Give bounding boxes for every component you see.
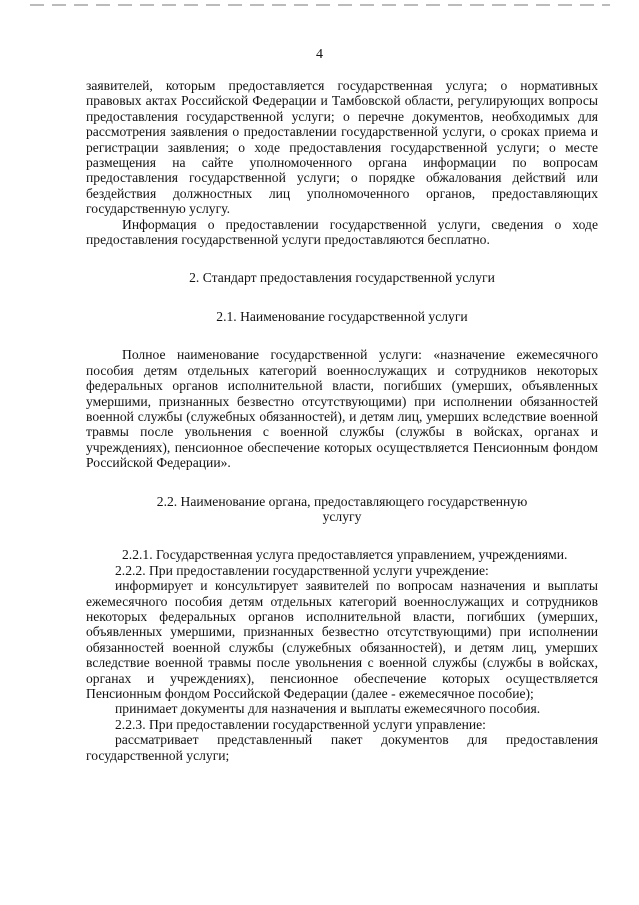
scan-edge-mark — [30, 4, 610, 6]
paragraph-2-2-1: 2.2.1. Государственная услуга предоставляется управлением, учреждениями. — [122, 547, 568, 563]
section-heading-standard: 2. Стандарт предоставления государственной услуги — [189, 270, 495, 286]
subsection-heading-2-1: 2.1. Наименование государственной услуги — [216, 308, 468, 324]
paragraph-2-2-2: 2.2.2. При предоставлении государственной услуги учреждение: — [115, 562, 489, 578]
paragraph-informs-consults: информирует и консультирует заявителей по вопросам назначения и выплаты ежемесячного пособия детям отдельных категорий военнослужащих и сотрудников некоторых федеральных органов исполнительной власти, погибших (умерших, объявленных умершими, признанных безвестно отсутствующими) при исполнении обязанностей военной службы (служебных обязанностей), и детям лиц, умерших вследствие военной травмы после увольнения с военной службы (службы в войсках, органах и учреждениях), пенсионное обеспечение которых осуществляется Пенсионным фондом Российской Федерации (далее - ежемесячное пособие); — [86, 578, 598, 701]
paragraph-service-full-name: Полное наименование государственной услуги: «назначение ежемесячного пособия детям отдельных категорий военнослужащих и сотрудников некоторых федеральных органов исполнительной власти, погибших (умерших, объявленных умершими, признанных безвестно отсутствующими) при исполнении обязанностей военной службы (служебных обязанностей), и детям лиц, умерших вследствие военной травмы после увольнения с военной службы (службы в войсках, органах и учреждениях), пенсионное обеспечение которых осуществляется Пенсионным фондом Российской Федерации». — [86, 347, 598, 471]
document-body — [86, 78, 598, 763]
paragraph-2-2-3: 2.2.3. При предоставлении государственной услуги управление: — [115, 716, 486, 732]
paragraph-accepts-documents: принимает документы для назначения и выплаты ежемесячного пособия. — [115, 701, 541, 717]
page-number: 4 — [316, 47, 323, 62]
subsection-heading-2-2-line1: 2.2. Наименование органа, предоставляющего государственную — [156, 493, 528, 509]
subsection-heading-2-2-line2: услугу — [322, 508, 362, 524]
paragraph-free-of-charge: Информация о предоставлении государственной услуги, сведения о ходе предоставления государственной услуги предоставляются бесплатно. — [86, 216, 598, 248]
paragraph-informing-topics: заявителей, которым предоставляется государственная услуга; о нормативных правовых актах Российской Федерации и Тамбовской области, регулирующих вопросы предоставления государственной услуги; о перечне документов, необходимых для рассмотрения заявления о предоставлении государственной услуги, о сроках приема и регистрации заявления; о ходе предоставления государственной услуги; о месте размещения на сайте уполномоченного органа информации по вопросам предоставления государственной услуги; о порядке обжалования действий или бездействия должностных лиц уполномоченного органов, предоставляющих государственную услугу. — [86, 78, 598, 217]
paragraph-reviews-package: рассматривает представленный пакет документов для предоставления государственной услуги; — [86, 732, 598, 763]
subsection-heading-2-2 — [86, 494, 598, 525]
